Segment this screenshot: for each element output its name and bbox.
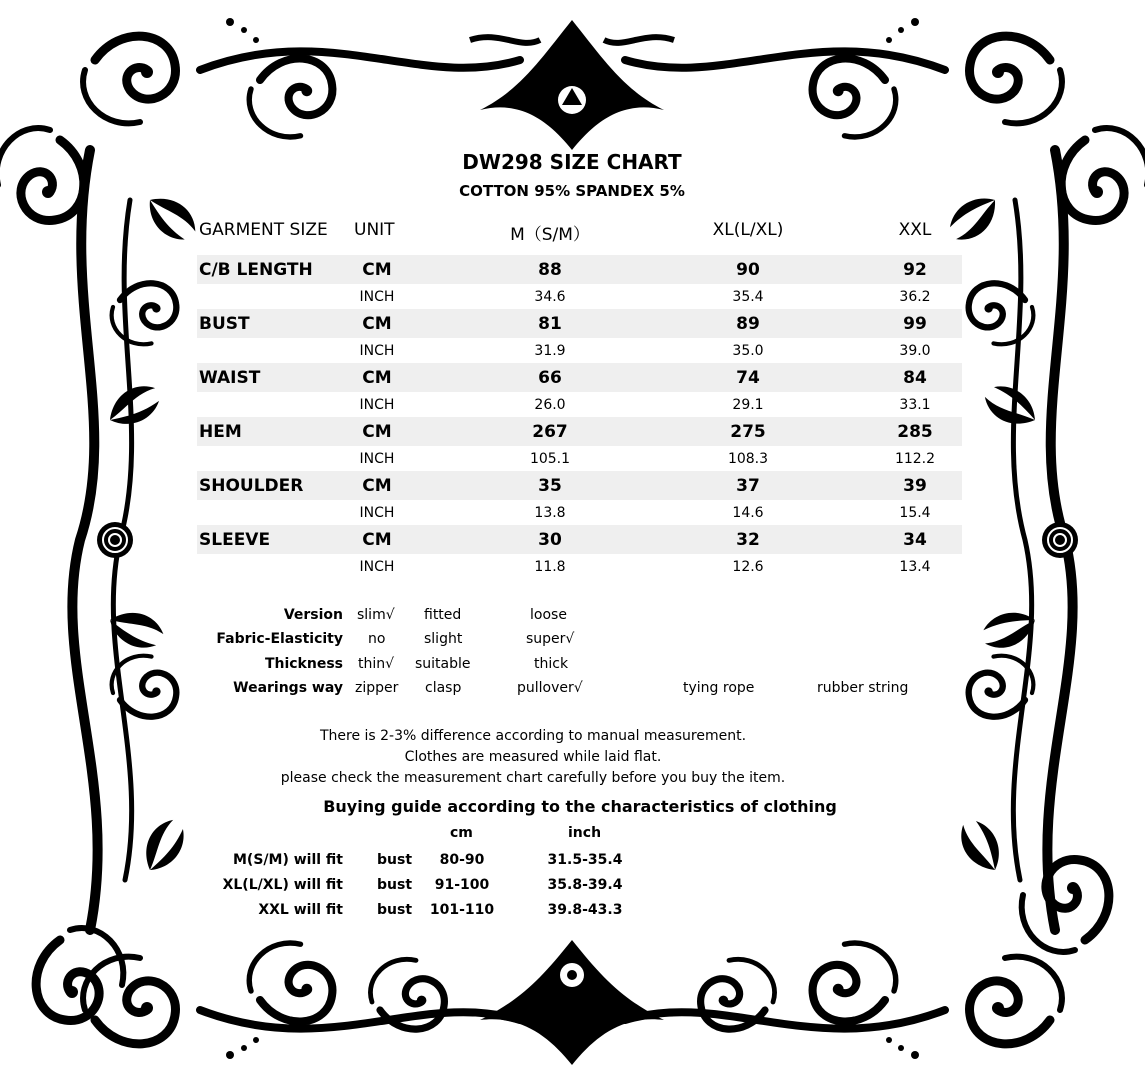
guide-part: bust: [377, 852, 413, 868]
header-garment-size: GARMENT SIZE: [199, 220, 328, 240]
unit-cm: CM: [362, 368, 392, 388]
unit-cm: CM: [362, 314, 392, 334]
guide-inch: 31.5-35.4: [547, 852, 623, 868]
unit-inch: INCH: [359, 559, 395, 575]
cell-inch: 29.1: [732, 397, 764, 413]
cell-cm: 66: [538, 368, 562, 388]
measurement-note: please check the measurement chart carefully before you buy the item.: [280, 770, 786, 786]
guide-inch: 39.8-43.3: [547, 902, 623, 918]
cell-cm: 37: [736, 476, 760, 496]
guide-col-cm: cm: [450, 825, 473, 841]
row-label-cb-length: C/B LENGTH: [199, 260, 313, 280]
guide-inch: 35.8-39.4: [547, 877, 623, 893]
attr-option: loose: [530, 607, 567, 623]
material-composition: COTTON 95% SPANDEX 5%: [459, 182, 685, 200]
guide-size: XXL will fit: [258, 902, 343, 918]
row-label-waist: WAIST: [199, 368, 261, 388]
attr-option: thin√: [358, 656, 395, 672]
attr-option: thick: [534, 656, 569, 672]
attr-option: no: [368, 631, 386, 647]
attr-option: zipper: [355, 680, 399, 696]
cell-inch: 31.9: [534, 343, 566, 359]
unit-inch: INCH: [359, 289, 395, 305]
attr-option: slim√: [357, 607, 395, 623]
cell-cm: 35: [538, 476, 562, 496]
cell-inch: 35.0: [732, 343, 764, 359]
attr-option: suitable: [415, 656, 471, 672]
cell-cm: 39: [903, 476, 927, 496]
cell-cm: 81: [538, 314, 562, 334]
cell-cm: 88: [538, 260, 562, 280]
cell-cm: 99: [903, 314, 927, 334]
cell-inch: 14.6: [732, 505, 764, 521]
cell-cm: 92: [903, 260, 927, 280]
cell-cm: 84: [903, 368, 927, 388]
guide-cm: 101-110: [429, 902, 495, 918]
cell-cm: 30: [538, 530, 562, 550]
row-label-sleeve: SLEEVE: [199, 530, 271, 550]
buying-guide-title: Buying guide according to the characteristics of clothing: [323, 797, 837, 816]
header-size-xl: XL(L/XL): [712, 220, 784, 240]
attr-option: clasp: [425, 680, 462, 696]
guide-size: M(S/M) will fit: [232, 852, 343, 868]
attr-option: pullover√: [517, 680, 583, 696]
attr-option: tying rope: [683, 680, 755, 696]
cell-inch: 13.8: [534, 505, 566, 521]
header-unit: UNIT: [354, 220, 395, 240]
attr-label-version: Version: [283, 607, 343, 623]
unit-inch: INCH: [359, 505, 395, 521]
guide-col-inch: inch: [568, 825, 602, 841]
cell-inch: 13.4: [899, 559, 931, 575]
attr-option: rubber string: [817, 680, 909, 696]
unit-cm: CM: [362, 260, 392, 280]
cell-inch: 34.6: [534, 289, 566, 305]
attr-option: fitted: [424, 607, 462, 623]
cell-inch: 26.0: [534, 397, 566, 413]
cell-inch: 108.3: [727, 451, 769, 467]
cell-cm: 267: [532, 422, 568, 442]
guide-cm: 91-100: [434, 877, 490, 893]
unit-inch: INCH: [359, 343, 395, 359]
row-label-bust: BUST: [199, 314, 250, 334]
cell-inch: 12.6: [732, 559, 764, 575]
unit-cm: CM: [362, 530, 392, 550]
guide-cm: 80-90: [439, 852, 485, 868]
guide-part: bust: [377, 902, 413, 918]
cell-cm: 74: [736, 368, 760, 388]
attr-label-thickness: Thickness: [264, 656, 343, 672]
attr-label-wearings-way: Wearings way: [233, 680, 343, 696]
cell-inch: 112.2: [894, 451, 936, 467]
cell-cm: 275: [730, 422, 766, 442]
row-label-hem: HEM: [199, 422, 242, 442]
header-size-m: M（S/M）: [510, 225, 590, 245]
chart-title: DW298 SIZE CHART: [462, 150, 682, 174]
cell-inch: 105.1: [529, 451, 571, 467]
cell-inch: 39.0: [899, 343, 931, 359]
cell-cm: 32: [736, 530, 760, 550]
cell-inch: 36.2: [899, 289, 931, 305]
guide-size: XL(L/XL) will fit: [222, 877, 343, 893]
attr-label-fabric-elasticity: Fabric-Elasticity: [216, 631, 343, 647]
unit-inch: INCH: [359, 451, 395, 467]
cell-cm: 285: [897, 422, 933, 442]
unit-cm: CM: [362, 476, 392, 496]
cell-inch: 15.4: [899, 505, 931, 521]
cell-inch: 33.1: [899, 397, 931, 413]
measurement-note: There is 2-3% difference according to manual measurement.: [319, 728, 747, 744]
row-label-shoulder: SHOULDER: [199, 476, 304, 496]
attr-option: super√: [526, 631, 575, 647]
unit-inch: INCH: [359, 397, 395, 413]
header-size-xxl: XXL: [898, 220, 932, 240]
guide-part: bust: [377, 877, 413, 893]
unit-cm: CM: [362, 422, 392, 442]
cell-inch: 11.8: [534, 559, 566, 575]
attr-option: slight: [424, 631, 463, 647]
cell-cm: 89: [736, 314, 760, 334]
cell-cm: 90: [736, 260, 760, 280]
measurement-note: Clothes are measured while laid flat.: [404, 749, 662, 765]
cell-cm: 34: [903, 530, 927, 550]
cell-inch: 35.4: [732, 289, 764, 305]
